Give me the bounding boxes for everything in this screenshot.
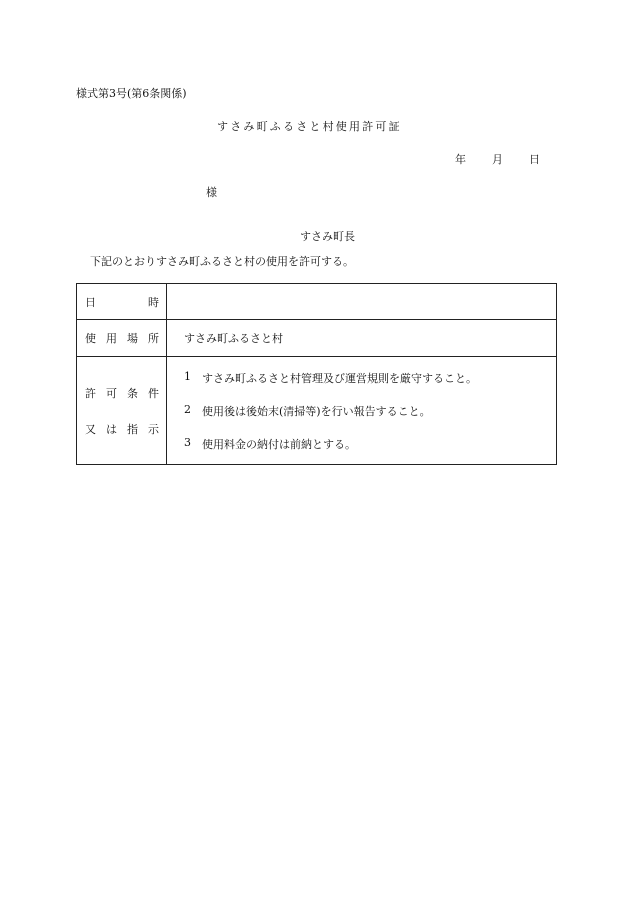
table-row-conditions [77, 357, 557, 465]
date-year-label: 年 [455, 153, 466, 166]
conditions-list [167, 370, 556, 452]
place-label-char: 所 [148, 332, 159, 345]
conditions-label-char: 指 [127, 422, 138, 436]
place-value-cell [167, 320, 557, 357]
conditions-label-char: 示 [148, 422, 159, 436]
place-label-char: 場 [127, 332, 138, 345]
form-number: 様式第3号(第6条関係) [76, 87, 187, 100]
condition-number: 2 [184, 402, 191, 416]
condition-item [184, 403, 556, 419]
date-value-cell [167, 284, 557, 320]
permit-table [76, 283, 557, 465]
conditions-label-char: 又 [85, 422, 96, 436]
date-month-label: 月 [492, 153, 503, 166]
issuer-name: すさみ町長 [300, 230, 355, 243]
addressee-suffix: 様 [206, 186, 217, 199]
conditions-label-char: は [106, 422, 117, 436]
conditions-label-char: 許 [85, 386, 96, 400]
intro-text: 下記のとおりすさみ町ふるさと村の使用を許可する。 [90, 255, 354, 268]
conditions-label-char: 可 [106, 386, 117, 400]
issue-date [455, 151, 540, 167]
document-title: すさみ町ふるさと村使用許可証 [217, 120, 402, 133]
conditions-label-char: 条 [127, 386, 138, 400]
date-label-cell [77, 284, 167, 320]
condition-item [184, 370, 556, 386]
place-value: すさみ町ふるさと村 [184, 332, 283, 345]
table-row-place [77, 320, 557, 357]
date-day-label: 日 [529, 153, 540, 166]
place-label-cell [77, 320, 167, 357]
date-value [167, 295, 184, 308]
date-label-char: 日 [85, 295, 96, 309]
condition-text: 使用後は後始末(清掃等)を行い報告すること。 [202, 404, 431, 418]
condition-number: 3 [184, 435, 191, 449]
condition-number: 1 [184, 369, 191, 383]
place-label-char: 使 [85, 332, 96, 345]
conditions-label-line-1 [77, 385, 166, 401]
condition-item [184, 436, 556, 452]
conditions-label-cell [77, 357, 167, 465]
conditions-value-cell [167, 357, 557, 465]
place-label-char: 用 [106, 332, 117, 345]
table-row-date [77, 284, 557, 320]
condition-text: すさみ町ふるさと村管理及び運営規則を厳守すること。 [202, 371, 477, 385]
date-label-char: 時 [148, 295, 159, 309]
conditions-label-line-2 [77, 421, 166, 437]
conditions-label-char: 件 [148, 386, 159, 400]
condition-text: 使用料金の納付は前納とする。 [202, 437, 356, 451]
